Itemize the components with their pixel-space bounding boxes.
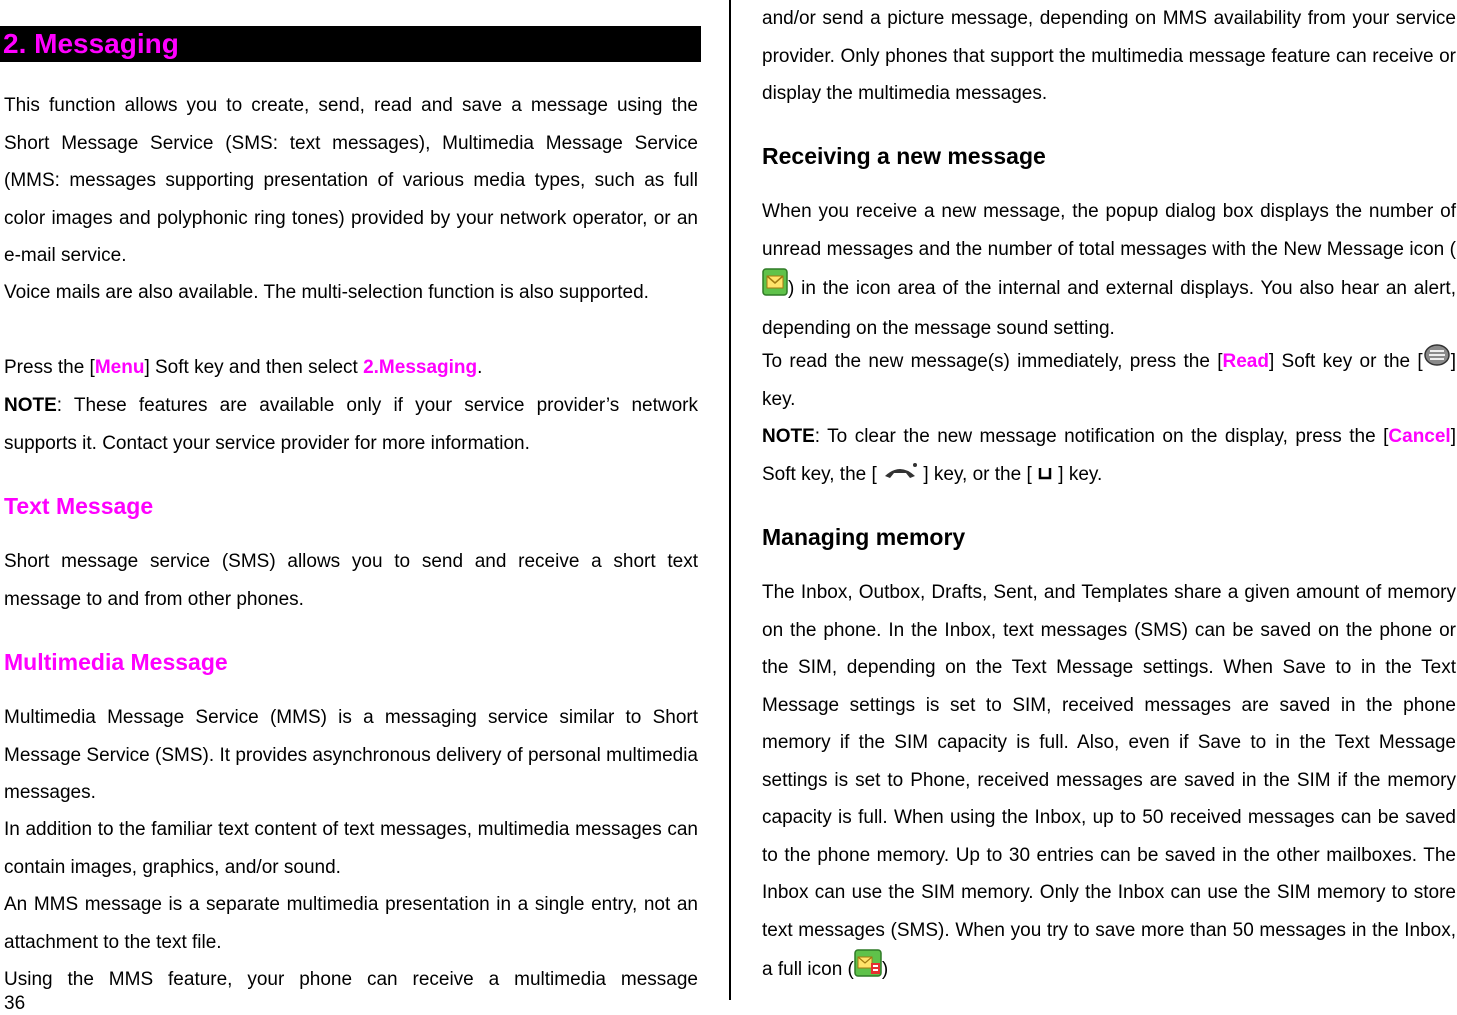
section-title: 2. Messaging <box>3 28 179 59</box>
read-paragraph: To read the new message(s) immediately, press the [Read] Soft key or the [ ] key. <box>762 343 1456 418</box>
mms-paragraph-2: In addition to the familiar text content of text messages, multimedia messages can contain images, graphics, and/or sound. <box>4 819 698 878</box>
clear-key-icon <box>1037 456 1053 494</box>
new-message-icon <box>762 268 788 310</box>
mms-paragraph-3: An MMS message is a separate multimedia presentation in a single entry, not an attachment to the text file. <box>4 894 698 953</box>
column-divider <box>729 0 731 1000</box>
menu-key-label: Menu <box>94 357 145 378</box>
cancel-key-label: Cancel <box>1388 426 1451 447</box>
press-menu-paragraph: Press the [Menu] Soft key and then select 2.Messaging. <box>4 357 483 378</box>
read-key-label: Read <box>1222 351 1269 372</box>
note-paragraph: NOTE: These features are available only if your service provider’s network supports it. Contact your service provider for more information. <box>4 395 698 454</box>
section-header-bar <box>0 26 701 62</box>
full-inbox-icon <box>854 949 882 991</box>
receiving-paragraph: When you receive a new message, the popup dialog box displays the number of unread messages and the number of total messages with the New Message icon () in the icon area of the internal and external displays. You also hear an alert, depending on the message sound setting. <box>762 201 1456 339</box>
messaging-menu-label: 2.Messaging <box>363 357 478 378</box>
receiving-note-paragraph: NOTE: To clear the new message notification on the display, press the [Cancel] Soft key, the [ ] key, or the [ ] key. <box>762 418 1456 493</box>
end-key-icon <box>882 456 918 494</box>
ok-key-icon <box>1423 343 1451 381</box>
mms-paragraph-4: Using the MMS feature, your phone can receive a multimedia message <box>4 969 698 990</box>
mms-paragraph-1: Multimedia Message Service (MMS) is a messaging service similar to Short Message Service (SMS). It provides asynchronous delivery of personal multimedia messages. <box>4 707 698 803</box>
heading-text-message: Text Message <box>4 493 154 519</box>
heading-multimedia-message: Multimedia Message <box>4 649 228 675</box>
mms-continued-paragraph: and/or send a picture message, depending on MMS availability from your service provider. Only phones that support the multimedia message feature can receive or display the multimedia messages. <box>762 8 1456 104</box>
page-number: 36 <box>4 993 26 1014</box>
text-message-paragraph: Short message service (SMS) allows you to send and receive a short text message to and from other phones. <box>4 551 698 610</box>
heading-managing-memory: Managing memory <box>762 524 966 550</box>
heading-receiving-message: Receiving a new message <box>762 143 1046 169</box>
intro-paragraph: This function allows you to create, send, read and save a message using the Short Message Service (SMS: text messages), Multimedia Message Service (MMS: messages supporting presentation of various media types, such as full color images and polyphonic ring tones) provided by your network operator, or an e-mail service. <box>4 95 698 266</box>
note-label: NOTE <box>4 395 57 416</box>
voice-mail-paragraph: Voice mails are also available. The multi-selection function is also supported. <box>4 282 649 303</box>
note-label: NOTE <box>762 426 815 447</box>
memory-paragraph: The Inbox, Outbox, Drafts, Sent, and Templates share a given amount of memory on the phone. In the Inbox, text messages (SMS) can be saved on the phone or the SIM, depending on the Text Message settings. When Save to in the Text Message settings is set to SIM, received messages are saved in the phone memory if the SIM capacity is full. Also, even if Save to in the Text Message settings is set to Phone, received messages are saved in the SIM if the memory capacity is full. When using the Inbox, up to 50 received messages can be saved to the phone memory. Up to 30 entries can be saved in the other mailboxes. The Inbox can use the SIM memory. Only the Inbox can use the SIM memory to store text messages (SMS). When you try to save more than 50 messages in the Inbox, a full icon ( ) <box>762 574 1456 991</box>
